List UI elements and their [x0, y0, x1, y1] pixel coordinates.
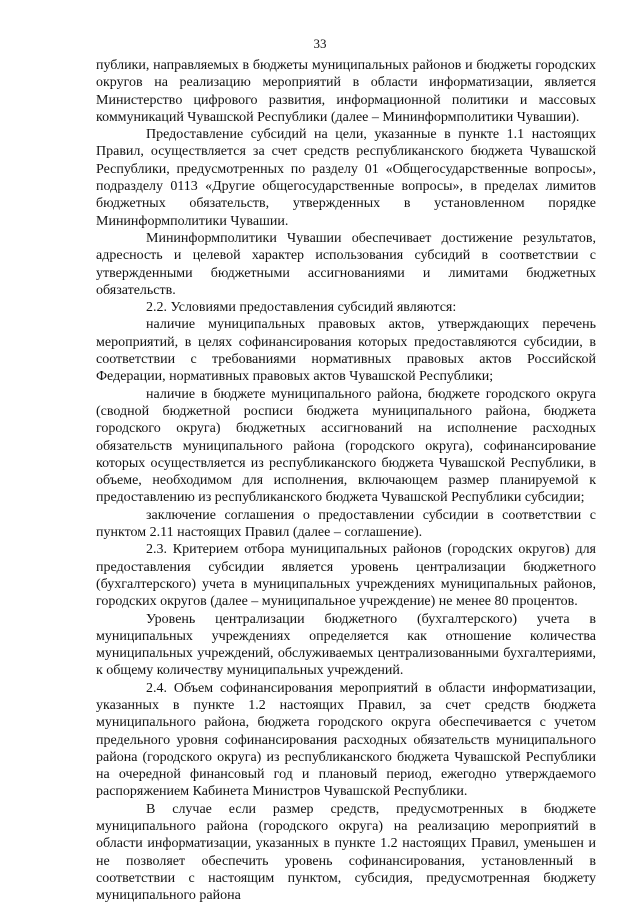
paragraph: Мининформполитики Чувашии обеспечивает достижение результатов, адресность и целевой характер использования субсидий в соответствии с утвержденными бюджетными ассигнованиями и лимитами бюджетных обязательств.: [96, 230, 596, 298]
page-number: 33: [313, 36, 327, 51]
paragraph: 2.3. Критерием отбора муниципальных районов (городских округов) для предоставления субсидии является уровень централизации бюджетного (бухгалтерского) учета в муниципальных учреждениях муниципальных районов, городских округов (далее – муниципальное учреждение) не менее 80 процентов.: [96, 542, 596, 610]
paragraph: публики, направляемых в бюджеты муниципальных районов и бюджеты городских округов на реализацию мероприятий в области информатизации, является Министерство цифрового развития, информационной политики и массовых коммуникаций Чувашской Республики (далее – Мининформполитики Чувашии).: [96, 58, 596, 125]
paragraph: Предоставление субсидий на цели, указанные в пункте 1.1 настоящих Правил, осуществляется за счет средств республиканского бюджета Чувашской Республики, предусмотренных по разделу 01 «Общегосударственные вопросы», подразделу 0113 «Другие общегосударственные вопросы», в пределах лимитов бюджетных обязательств, утвержденных в установленном порядке Мининформполитики Чувашии.: [96, 127, 596, 229]
paragraph: В случае если размер средств, предусмотренных в бюджете муниципального района (городского округа) на реализацию мероприятий в области информатизации, указанных в пункте 1.2 настоящих Правил, уменьшен и не позволяет обеспечить уровень софинансирования, установленный в соответствии с настоящим пунктом, субсидия, предусмотренная бюджету муниципального района: [96, 801, 596, 904]
paragraph: Уровень централизации бюджетного (бухгалтерского) учета в муниципальных учреждениях определяется как отношение количества муниципальных учреждений, обслуживаемых централизованными бухгалтериями, к общему количеству муниципальных учреждений.: [96, 611, 596, 679]
document-body: [96, 57, 596, 905]
paragraph: 2.4. Объем софинансирования мероприятий в области информатизации, указанных в пункте 1.2 настоящих Правил, за счет средств бюджета муниципального района, бюджета городского округа обеспечивается с учетом предельного уровня софинансирования расходных обязательств муниципального района (городского округа) из республиканского бюджета Чувашской Республики на очередной финансовый год и плановый период, ежегодно утверждаемого распоряжением Кабинета Министров Чувашской Республики.: [96, 680, 596, 800]
paragraph: наличие муниципальных правовых актов, утверждающих перечень мероприятий, в целях софинансирования которых предоставляются субсидии, в соответствии с требованиями нормативных правовых актов Российской Федерации, нормативных правовых актов Чувашской Республики;: [96, 317, 596, 385]
paragraph: заключение соглашения о предоставлении субсидии в соответствии с пунктом 2.11 настоящих Правил (далее – соглашение).: [96, 507, 596, 541]
paragraph: наличие в бюджете муниципального района, бюджете городского округа (сводной бюджетной росписи бюджета муниципального района, бюджета городского округа) бюджетных ассигнований на исполнение расходных обязательств муниципального района (городского округа), софинансирование которых осуществляется из республиканского бюджета Чувашской Республики, в объеме, необходимом для исполнения, включающем размер планируемой к предоставлению из республиканского бюджета Чувашской Республики субсидии;: [96, 386, 596, 506]
paragraph: 2.2. Условиями предоставления субсидий являются:: [146, 300, 457, 316]
